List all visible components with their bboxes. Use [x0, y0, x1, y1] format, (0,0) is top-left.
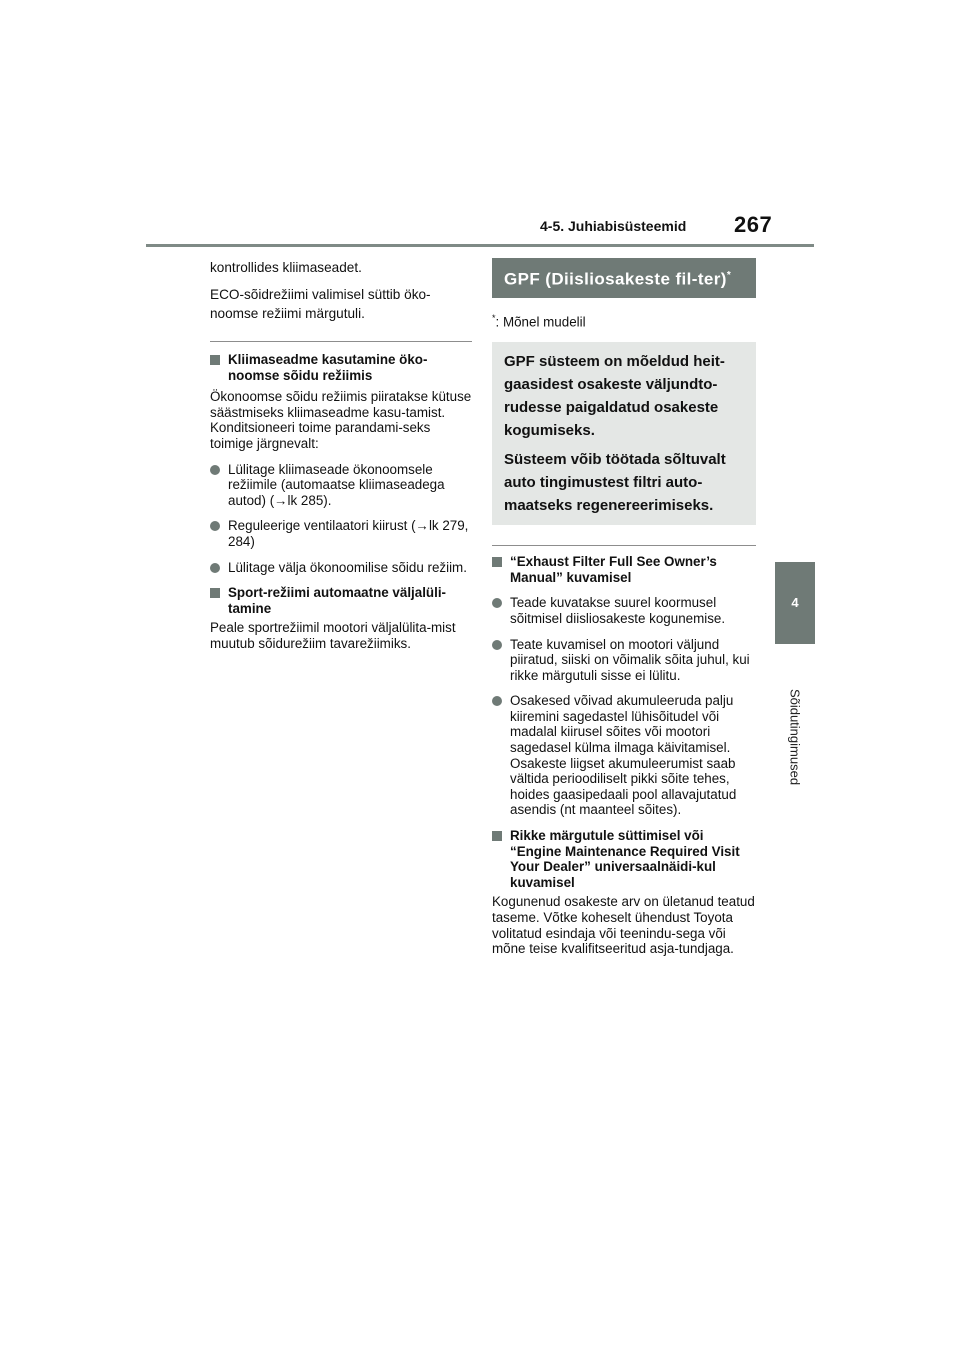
- heading-sport-mode: [210, 585, 472, 616]
- heading-text: “Exhaust Filter Full See Owner’s Manual” kuvamisel: [510, 554, 717, 585]
- gpf-title-text: GPF (Diisliosakeste fil-ter): [504, 269, 727, 289]
- section-title: 4-5. Juhiabisüsteemid: [540, 218, 687, 234]
- list-item-text: Reguleerige ventilaatori kiirust (→lk 279, 284): [228, 518, 469, 549]
- section-divider: [492, 545, 756, 546]
- footnote-marker: *: [492, 312, 496, 323]
- paragraph-warning: Kogunenud osakeste arv on ületanud teatud taseme. Võtke koheselt ühendust Toyota volitatud esindaja või teenindu-sega või mõne teise kvalifitseeritud asja-tundjaga.: [492, 894, 755, 957]
- list-item-text: Lülitage välja ökonoomilise sõidu režiim.: [228, 559, 467, 575]
- header-divider: [146, 244, 814, 247]
- paragraph-sport: Peale sportrežiimil mootori väljalülita-mist muutub sõidurežiim tavarežiimiks.: [210, 620, 456, 651]
- footnote: [492, 310, 756, 330]
- heading-exhaust-filter: [492, 554, 756, 585]
- list-item: [492, 693, 756, 818]
- paragraph-climate: Ökonoomse sõidu režiimis piiratakse kütuse säästmiseks kliimaseadme kasu-tamist. Konditsioneeri toime parandami-seks toimige järgnevalt:: [210, 389, 472, 451]
- circle-bullet-icon: [210, 465, 220, 475]
- section-divider: [210, 341, 472, 342]
- intro-text-1: kontrollides kliimaseadet.: [210, 260, 362, 275]
- circle-bullet-icon: [492, 640, 502, 650]
- chapter-tab-label: [781, 652, 809, 822]
- list-item-text: Teate kuvamisel on mootori väljund piiratud, siiski on võimalik sõita juhul, kui rikke märgutuli sisse ei lülitu.: [510, 636, 750, 683]
- gpf-section-title: [492, 258, 756, 298]
- right-column: [492, 258, 756, 957]
- heading-text: Rikke märgutule süttimisel või “Engine Maintenance Required Visit Your Dealer” universaalnäidi-kul kuvamisel: [510, 828, 740, 890]
- circle-bullet-icon: [492, 696, 502, 706]
- square-bullet-icon: [210, 588, 220, 598]
- list-item: [492, 595, 756, 626]
- page-number: 267: [734, 212, 773, 237]
- circle-bullet-icon: [492, 598, 502, 608]
- list-item-text: Teade kuvatakse suurel koormusel sõitmisel diisliosakeste kogunemise.: [510, 595, 726, 626]
- footnote-marker: *: [726, 270, 732, 281]
- list-item-text: Osakesed võivad akumuleeruda palju kiiremini sagedastel lühisõitudel või madalal kiirusel sõites või mootori sagedasel külma ilmaga käivitamisel. Osakeste liigset akumuleerumist saab vältida perioodiliselt pikki sõite tehes, hoides gaasipedaali pool allavajutatud asendis (nt maanteel sõites).: [510, 693, 737, 818]
- heading-warning-light: [492, 828, 756, 890]
- heading-text: Sport-režiimi automaatne väljalüli-tamine: [228, 585, 447, 616]
- circle-bullet-icon: [210, 521, 220, 531]
- chapter-tab-number[interactable]: 4: [775, 562, 815, 644]
- list-item: [492, 637, 756, 684]
- list-item: [210, 518, 472, 549]
- heading-text: Kliimaseadme kasutamine öko-noomse sõidu režiimis: [228, 352, 428, 383]
- circle-bullet-icon: [210, 563, 220, 573]
- square-bullet-icon: [210, 355, 220, 365]
- footnote-text: : Mõnel mudelil: [495, 314, 586, 330]
- heading-climate-eco: [210, 352, 472, 383]
- info-box: [492, 342, 756, 525]
- intro-text-2: ECO-sõidrežiimi valimisel süttib öko-noomse režiimi märgutuli.: [210, 287, 431, 321]
- info-text-2: Süsteem võib töötada sõltuvalt auto tingimustest filtri auto-maatseks regenereerimiseks.: [504, 451, 726, 515]
- list-item: [210, 462, 472, 509]
- square-bullet-icon: [492, 831, 502, 841]
- info-text-1: GPF süsteem on mõeldud heit-gaasidest osakeste väljundto-rudesse paigaldatud osakeste kogumiseks.: [504, 353, 725, 440]
- list-item: [210, 560, 472, 576]
- square-bullet-icon: [492, 557, 502, 567]
- chapter-label-text: Sõidutingimused: [787, 688, 803, 786]
- left-column: [210, 258, 472, 652]
- list-item-text: Lülitage kliimaseade ökonoomsele režiimile (automaatse kliimaseadega autod) (→lk 285).: [228, 461, 445, 508]
